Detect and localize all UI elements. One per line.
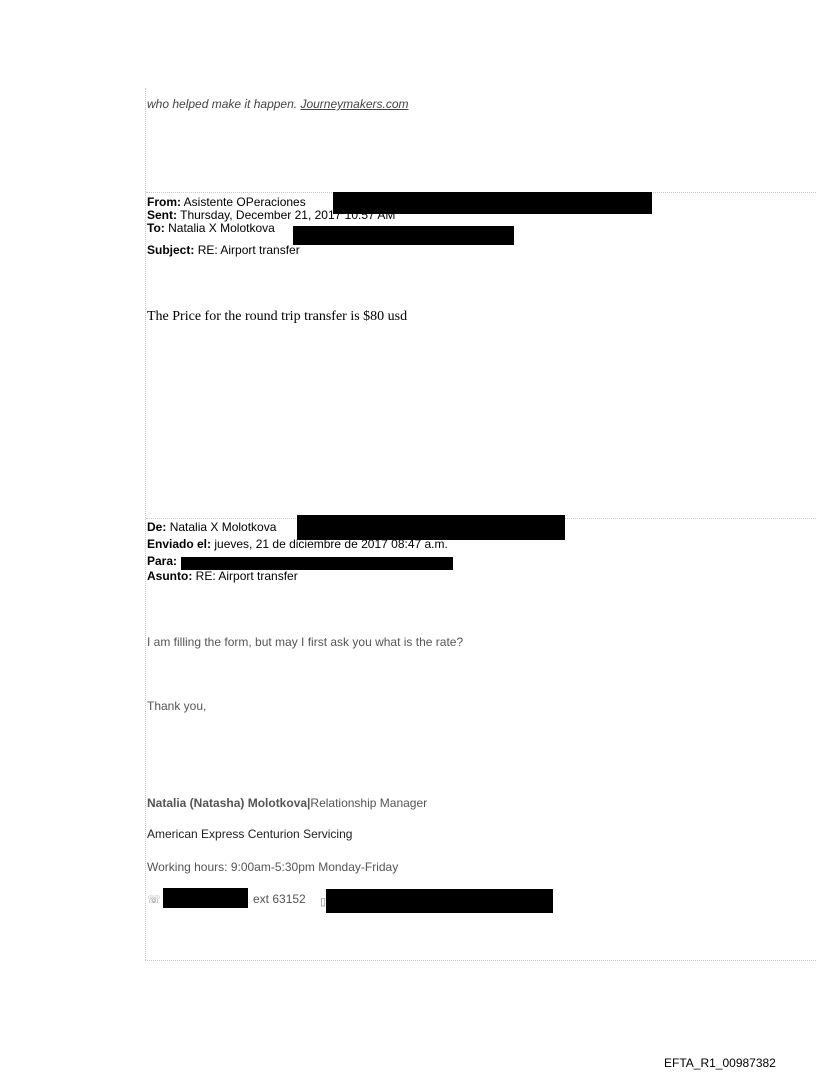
signature-ext: ext 63152	[253, 892, 306, 906]
email2-sent-line	[147, 538, 448, 551]
email1-to-line	[147, 222, 275, 235]
signature-name: Natalia (Natasha) Molotkova	[147, 796, 308, 810]
signature-title: Relationship Manager	[310, 796, 428, 810]
email-frame-bottom-border	[145, 960, 816, 961]
redaction-box	[293, 226, 514, 245]
sent-label: Sent:	[147, 208, 177, 222]
redaction-box	[326, 889, 553, 913]
sent-label: Enviado el:	[147, 537, 212, 551]
email2-to-line	[147, 555, 177, 568]
from-value: Natalia X Molotkova	[169, 520, 277, 534]
signature-hours: Working hours: 9:00am-5:30pm Monday-Friday	[147, 860, 399, 874]
subject-value: RE: Airport transfer	[197, 243, 300, 257]
journeymakers-link[interactable]: Journeymakers.com	[300, 97, 409, 111]
subject-label: Asunto:	[147, 569, 193, 583]
redaction-box	[163, 888, 248, 908]
intro-text: who helped make it happen.	[147, 97, 298, 111]
signature-contact-line	[147, 892, 161, 906]
from-label: From:	[147, 195, 181, 209]
email2-closing: Thank you,	[147, 699, 207, 713]
email1-subject-line	[147, 244, 300, 257]
mail-icon: ▯	[320, 896, 327, 908]
signature-company: American Express Centurion Servicing	[147, 827, 353, 841]
subject-value: RE: Airport transfer	[195, 569, 298, 583]
email2-subject-line	[147, 570, 298, 583]
subject-label: Subject:	[147, 243, 195, 257]
email1-body: The Price for the round trip transfer is $80 usd	[147, 309, 408, 324]
email2-body: I am filling the form, but may I first ask you what is the rate?	[147, 635, 464, 649]
signature-separator: |	[307, 796, 311, 810]
email-frame-left-border	[145, 88, 146, 960]
document-id: EFTA_R1_00987382	[664, 1056, 776, 1070]
sent-value: jueves, 21 de diciembre de 2017 08:47 a.m.	[214, 537, 448, 551]
phone-icon: ☏	[147, 894, 161, 906]
from-label: De:	[147, 520, 167, 534]
signature-name-line	[147, 796, 427, 810]
email2-from-line	[147, 521, 276, 534]
to-value: Natalia X Molotkova	[168, 221, 275, 235]
sent-value: Thursday, December 21, 2017 10:57 AM	[180, 208, 396, 222]
intro-line	[147, 97, 409, 111]
from-value: Asistente OPeraciones	[183, 195, 306, 209]
to-label: Para:	[147, 554, 178, 568]
to-label: To:	[147, 221, 165, 235]
